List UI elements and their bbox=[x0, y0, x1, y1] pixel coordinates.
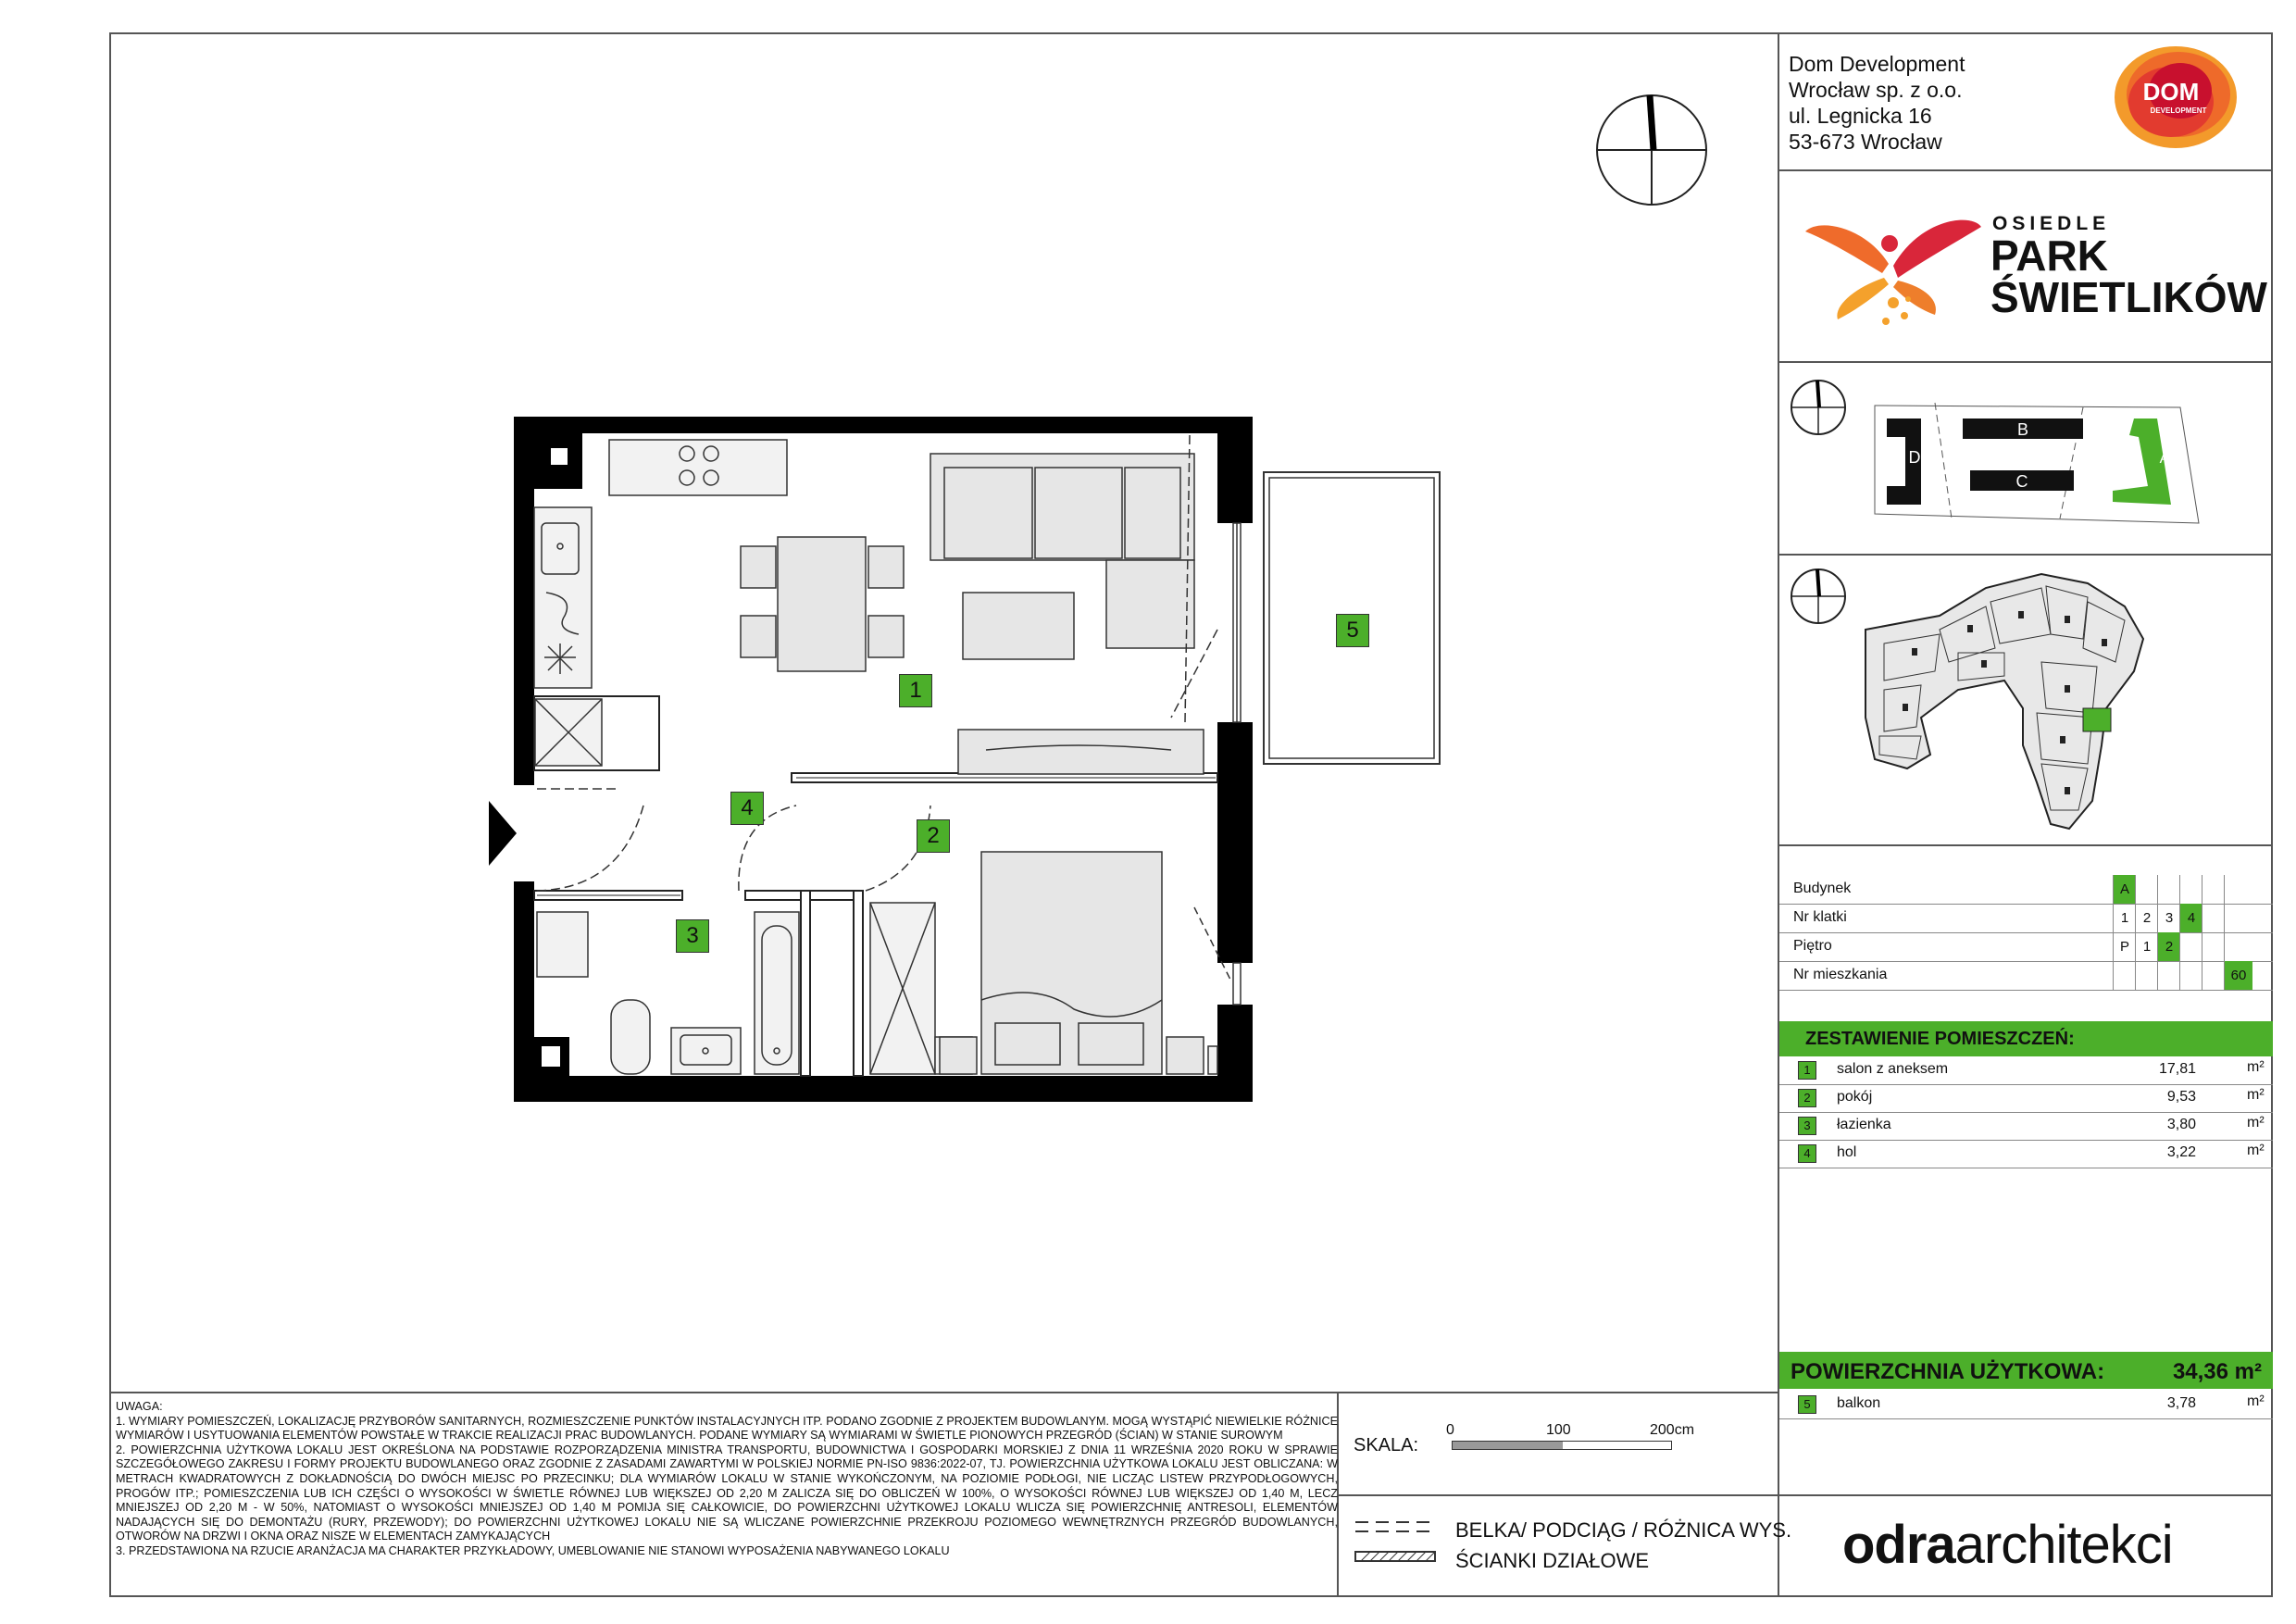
divider bbox=[1778, 1494, 2273, 1496]
total-area-bar: POWIERZCHNIA UŻYTKOWA: 34,36 m² bbox=[1779, 1352, 2273, 1389]
row-mieszkanie: Nr mieszkania 60 bbox=[1779, 961, 2273, 991]
architect-logo: odraarchitekci bbox=[1842, 1515, 2173, 1575]
firefly-logo bbox=[1801, 199, 1986, 333]
svg-text:D: D bbox=[1908, 448, 1921, 467]
rooms-header: ZESTAWIENIE POMIESZCZEŃ: bbox=[1779, 1021, 2273, 1056]
logo-subtext: DEVELOPMENT bbox=[2150, 106, 2207, 115]
plan-label-5: 5 bbox=[1336, 614, 1369, 647]
note-3: 3. PRZEDSTAWIONA NA RZUCIE ARANŻACJA MA CHARAKTER PRZYKŁADOWY, UMEBLOWANIE NIE STANOWI WYPOSAŻENIA NABYWANEGO LOKALU bbox=[116, 1543, 950, 1557]
note-2: 2. POWIERZCHNIA UŻYTKOWA LOKALU JEST OKREŚLONA NA PODSTAWIE ROZPORZĄDZENIA MINISTRA TRANSPORTU, BUDOWNICTWA I GOSPODARKI MORSKIEJ Z DNIA 11 WRZEŚNIA 2020 ROKU W SPRAWIE SZCZEGÓŁOWEGO ZAKRESU I FORMY PROJEKTU BUDOWLANEGO ORAZ ZGODNIE Z ZASADAMI ZAWARTYMI W POLSKIEJ NORMIE PN-ISO 9836:2022-07, TJ. POWIERZCHNIA UŻYTKOWA LOKALU JEST OBLICZANA: W METRACH KWADRATOWYCH Z DOKŁADNOŚCIĄ DO DWÓCH MIEJSC PO PRZECINKU; DLA WYMIARÓW LOKALU W STANIE WYKOŃCZONYM, NA POZIOMIE PODŁOGI, NIE LICZĄC LISTEW PRZYPODŁOGOWYCH, PROGÓW ITP.; POMIESZCZENIA LUB ICH CZĘŚCI O WYSOKOŚCI W ŚWIETLE RÓWNEJ LUB WIĘKSZEJ OD 2,20 M ZALICZA SIĘ DO OBLICZEŃ W 100%, O WYSOKOŚCI RÓWNEJ LUB WIĘKSZEJ OD 1,40 M, LECZ MNIEJSZEJ OD 2,20 M - W 50%, NATOMIAST O WYSOKOŚCI MNIEJSZEJ OD 1,40 M POMIJA SIĘ CAŁKOWICIE, DO POWIERZCHNI UŻYTKOWEJ LOKALU WLICZA SIĘ POWIERZCHNIĘ ANTRESOLI, ELEMENTÓW NADAJĄCYCH SIĘ DO DEMONTAŻU (RURY, PRZEWODY); DO POWIERZCHNI UŻYTKOWEJ LOKALU NIE SĄ WLICZANE POWIERZCHNIE PRZEKROJU POZIOMEGO WEWNĘTRZNYCH PRZEGRÓD BUDOWLANYCH, OTWORÓW NA DRZWI I OKNA ORAZ NISZE W ELEMENTACH ZAMYKAJĄCYCH bbox=[116, 1443, 1338, 1543]
room-row: 1 salon z aneksem 17,81 m² bbox=[1779, 1056, 2273, 1085]
svg-text:C: C bbox=[2015, 472, 2028, 491]
company-line2: Wrocław sp. z o.o. bbox=[1789, 78, 1963, 102]
divider bbox=[109, 1392, 1779, 1393]
site-plan-north-icon bbox=[1789, 378, 1848, 437]
company-street: ul. Legnicka 16 bbox=[1789, 104, 1932, 128]
project-name-line1: PARK bbox=[1990, 231, 2108, 280]
apartment-highlight bbox=[2083, 708, 2111, 731]
plan-label-3: 3 bbox=[676, 919, 709, 953]
room-row: 3 łazienka 3,80 m² bbox=[1779, 1112, 2273, 1141]
legend-symbols bbox=[1354, 1518, 1437, 1565]
scale-label: SKALA: bbox=[1354, 1435, 1419, 1455]
plan-label-4: 4 bbox=[730, 792, 764, 825]
divider bbox=[1778, 554, 2273, 556]
legend-beam: BELKA/ PODCIĄG / RÓŻNICA WYS. bbox=[1455, 1518, 1792, 1542]
scale-tick-2: 200cm bbox=[1650, 1422, 1695, 1438]
svg-text:A: A bbox=[2159, 451, 2170, 467]
svg-text:B: B bbox=[2016, 420, 2029, 439]
divider bbox=[1778, 844, 2273, 846]
floor-plan bbox=[481, 407, 1454, 1120]
note-1: 1. WYMIARY POMIESZCZEŃ, LOKALIZACJĘ PRZYBORÓW SANITARNYCH, ROZMIESZCZENIE PUNKTÓW INSTALACYJNYCH ITP. PODANO ZGODNIE Z PROJEKTEM BUDOWLANYM. MOGĄ WYSTĄPIĆ NIEWIELKIE RÓŻNICE WYMIARÓW I USYTUOWANIA ELEMENTÓW POWSTAŁE W TRAKCIE REALIZACJI PRAC BUDOWLANYCH. PODANE WYMIARY SĄ WYMIARAMI W ŚWIETLE PIONOWYCH PRZEGRÓD (ŚCIAN) W STANIE SUROWYM bbox=[116, 1414, 1338, 1443]
row-pietro: Piętro P 1 2 bbox=[1779, 932, 2273, 962]
notes bbox=[116, 1400, 1338, 1559]
plan-label-2: 2 bbox=[917, 819, 950, 853]
divider bbox=[1778, 361, 2273, 363]
scale-tick-1: 100 bbox=[1546, 1422, 1571, 1438]
building-plan-north-icon bbox=[1789, 567, 1848, 626]
row-klatka: Nr klatki 1 2 3 4 bbox=[1779, 904, 2273, 933]
scale-tick-0: 0 bbox=[1446, 1422, 1454, 1438]
site-plan bbox=[1870, 398, 2203, 537]
north-arrow-icon bbox=[1594, 93, 1710, 208]
room-row: 4 hol 3,22 m² bbox=[1779, 1140, 2273, 1168]
room-row: 2 pokój 9,53 m² bbox=[1779, 1084, 2273, 1113]
company-name: Dom Development bbox=[1789, 52, 1965, 76]
project-name-line2: ŚWIETLIKÓW bbox=[1990, 273, 2267, 321]
dom-development-logo bbox=[2106, 37, 2245, 162]
scale-bar bbox=[1452, 1441, 1672, 1450]
company-address bbox=[1789, 51, 1965, 155]
row-budynek: Budynek A bbox=[1779, 875, 2273, 905]
divider bbox=[1778, 169, 2273, 171]
notes-title: UWAGA: bbox=[116, 1400, 163, 1413]
logo-text: DOM bbox=[2142, 78, 2200, 106]
plan-label-1: 1 bbox=[899, 674, 932, 707]
company-city: 53-673 Wrocław bbox=[1789, 130, 1942, 154]
balcony-row: 5 balkon 3,78 m² bbox=[1779, 1391, 2273, 1419]
legend-walls: ŚCIANKI DZIAŁOWE bbox=[1455, 1549, 1650, 1572]
divider bbox=[1337, 1494, 1779, 1496]
project-prefix: OSIEDLE bbox=[1992, 213, 2111, 234]
building-floor-plan bbox=[1856, 560, 2190, 838]
